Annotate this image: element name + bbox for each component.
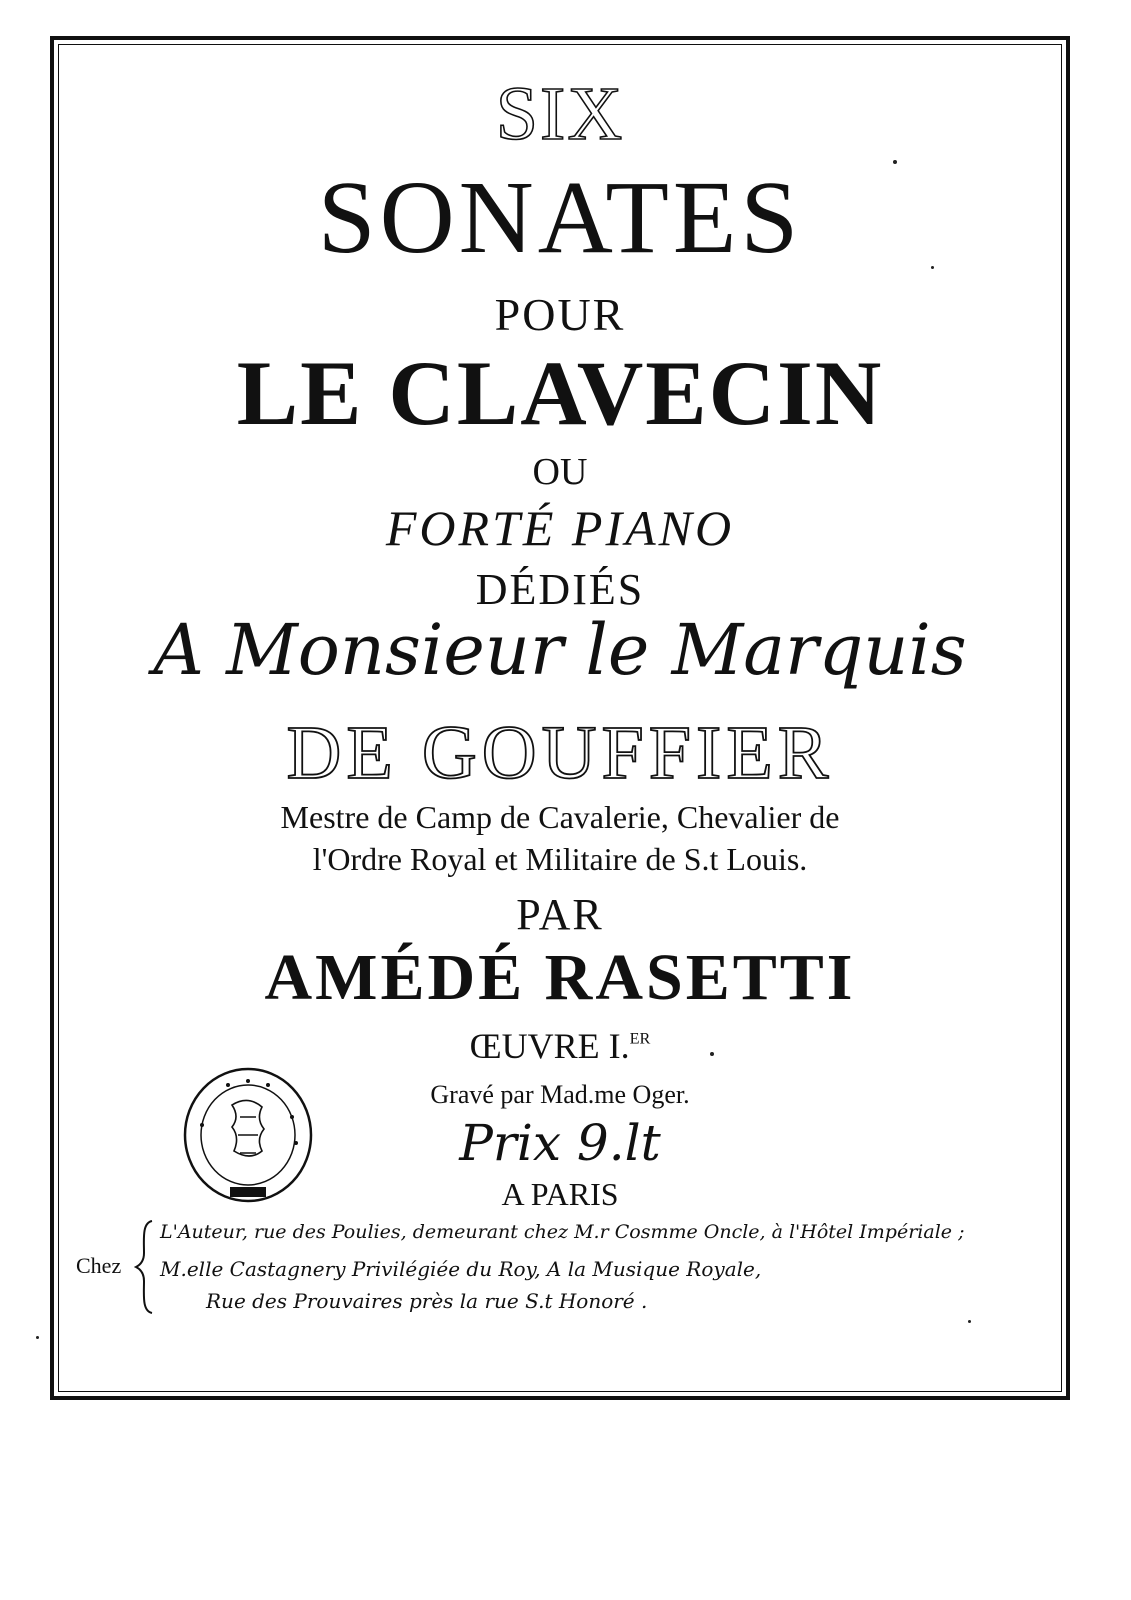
dedication-monsieur: A Monsieur le Marquis: [153, 609, 967, 691]
title-forte-piano: FORTÉ PIANO: [385, 500, 735, 556]
chez-label: Chez: [76, 1253, 122, 1278]
opus-number: ŒUVRE I.$^{ER}$: [469, 1026, 651, 1066]
price: Prix 9.lt: [459, 1114, 661, 1172]
ink-speck: [710, 1052, 714, 1056]
ink-speck: [931, 266, 934, 269]
dedicatee-titles-2: l'Ordre Royal et Militaire de S.t Louis.: [312, 841, 808, 877]
curly-brace-icon: [134, 1219, 156, 1315]
opus-superscript: ER: [629, 1029, 651, 1048]
library-stamp-icon: [180, 1065, 316, 1205]
dedicatee-titles-1: Mestre de Camp de Cavalerie, Chevalier de: [280, 799, 840, 835]
seller-address-3: Rue des Prouvaires près la rue S.t Honoré .: [206, 1289, 648, 1313]
sellers-block: [76, 1217, 1056, 1337]
title-le-clavecin: LE CLAVECIN: [236, 342, 884, 444]
title-ou: OU: [532, 451, 588, 493]
seller-address-2: M.elle Castagnery Privilégiée du Roy, A la Musique Royale,: [160, 1257, 762, 1281]
ink-speck: [893, 160, 897, 164]
place-a-paris: A PARIS: [501, 1176, 619, 1212]
title-dedies: DÉDIÉS: [475, 565, 645, 614]
engraver-credit: Gravé par Mad.me Oger.: [430, 1080, 690, 1109]
title-sonates: SONATES: [317, 160, 803, 275]
ink-speck: [36, 1336, 39, 1339]
seller-address-1: L'Auteur, rue des Poulies, demeurant chez M.r Cosmme Oncle, à l'Hôtel Impériale ;: [160, 1221, 965, 1243]
ink-speck: [968, 1320, 971, 1323]
dedicatee-gouffier: DE GOUFFIER: [286, 711, 834, 795]
title-six: SIX: [495, 72, 625, 156]
title-par: PAR: [516, 890, 604, 939]
title-pour: POUR: [494, 289, 626, 340]
composer-name: AMÉDÉ RASETTI: [264, 941, 856, 1014]
